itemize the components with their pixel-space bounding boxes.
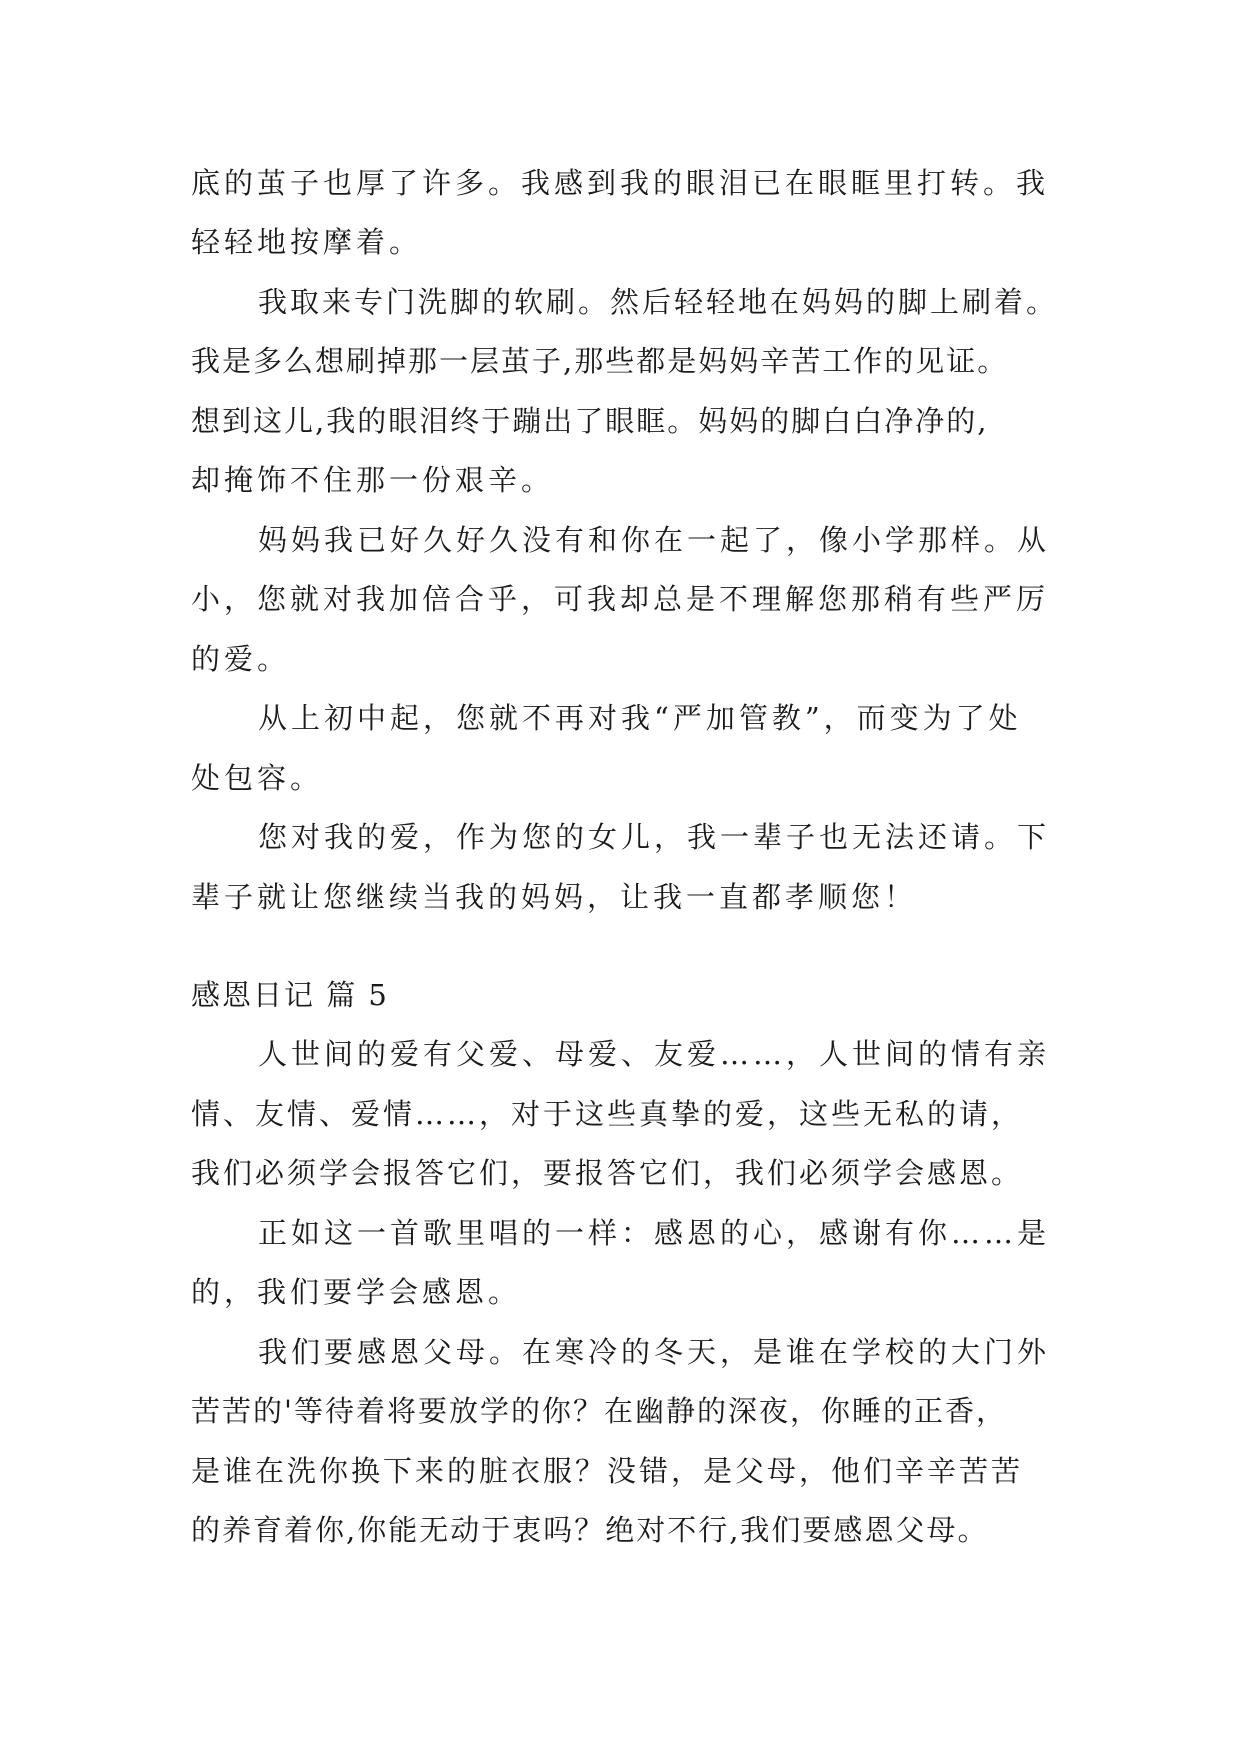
text-line: 底的茧子也厚了许多。我感到我的眼泪已在眼眶里打转。我 [191,166,1050,200]
text-line: 轻轻地按摩着。 [191,225,423,259]
text-line: 小，您就对我加倍合乎，可我却总是不理解您那稍有些严厉 [191,582,1050,616]
text-line: 正如这一首歌里唱的一样：感恩的心，感谢有你……是 [258,1216,1051,1250]
text-line: 辈子就让您继续当我的妈妈，让我一直都孝顺您！ [191,880,918,914]
text-line: 处包容。 [191,761,324,795]
text-line: 的，我们要学会感恩。 [191,1275,522,1309]
text-line: 人世间的爱有父爱、母爱、友爱……，人世间的情有亲 [258,1037,1051,1071]
text-line: 想到这儿,我的眼泪终于蹦出了眼眶。妈妈的脚白白净净的, [191,404,989,438]
text-line: 您对我的爱，作为您的女儿，我一辈子也无法还请。下 [258,820,1051,854]
text-line: 情、友情、爱情……，对于这些真挚的爱，这些无私的请， [191,1097,1024,1131]
text-line: 我们必须学会报答它们，要报答它们，我们必须学会感恩。 [191,1156,1024,1190]
text-line: 我是多么想刷掉那一层茧子,那些都是妈妈辛苦工作的见证。 [191,344,1009,378]
text-line: 从上初中起，您就不再对我“严加管教”，而变为了处 [258,701,1022,735]
text-line: 妈妈我已好久好久没有和你在一起了，像小学那样。从 [258,523,1051,557]
text-line: 的爱。 [191,642,291,676]
text-line: 我取来专门洗脚的软刷。然后轻轻地在妈妈的脚上刷着。 [258,285,1059,319]
text-line: 却掩饰不住那一份艰辛。 [191,463,555,497]
text-line: 苦苦的'等待着将要放学的你？在幽静的深夜，你睡的正香， [191,1394,1007,1428]
text-line: 的养育着你,你能无动于衷吗？绝对不行,我们要感恩父母。 [191,1513,989,1547]
text-line: 是谁在洗你换下来的脏衣服？没错，是父母，他们辛辛苦苦 [191,1454,1024,1488]
text-line: 我们要感恩父母。在寒冷的冬天，是谁在学校的大门外 [258,1335,1051,1369]
section-heading: 感恩日记 篇 5 [191,978,389,1012]
